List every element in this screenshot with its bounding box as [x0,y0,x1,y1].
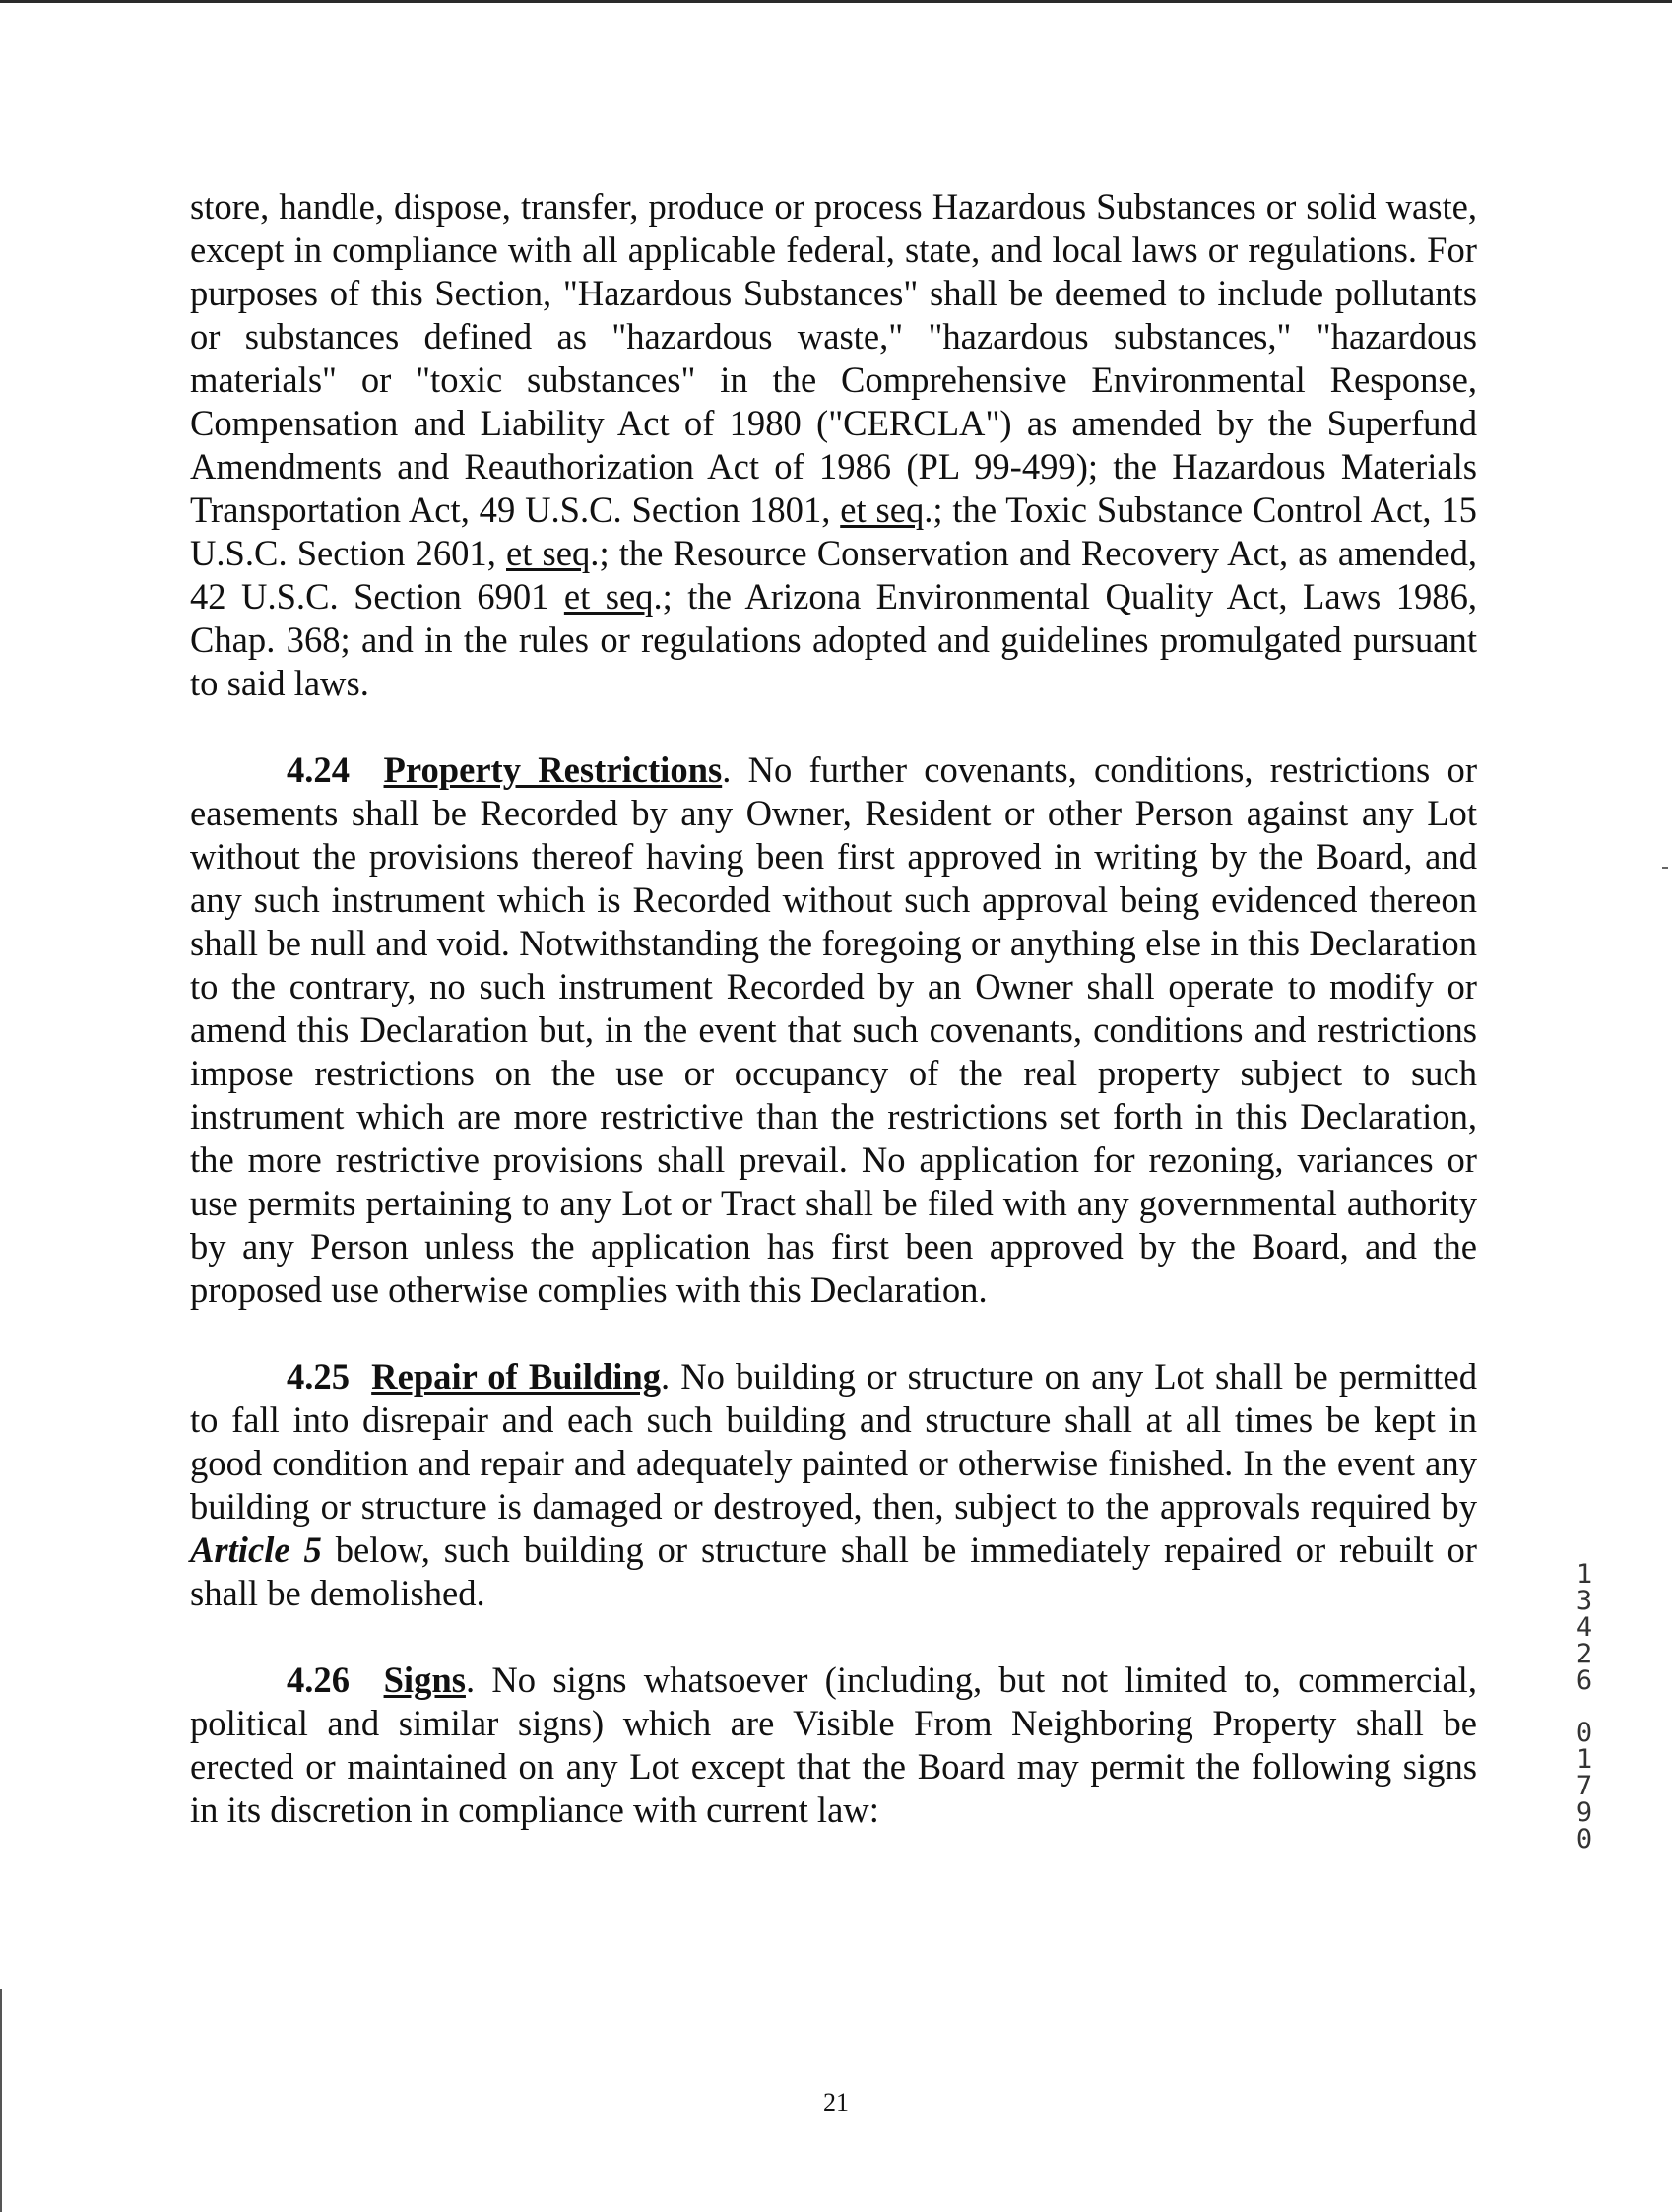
continuation-paragraph [190,185,1477,705]
stamp-digit: 2 [1576,1639,1593,1669]
stamp-digit: 1 [1576,1744,1593,1775]
section-body-continued: below, such building or structure shall be immediately repaired or rebuilt or shall be demolished. [190,1529,1477,1613]
stamp-digit: 7 [1576,1771,1593,1801]
section-4-24 [190,748,1477,1312]
section-body: . No building or structure on any Lot shall be permitted to fall into disrepair and each such building and structure shall at all times be kept in good condition and repair and adequately painted or otherwise finished. In the event any building or structure is damaged or destroyed, then, subject to the approvals required by [190,1356,1477,1527]
stamp-digit: 3 [1576,1586,1593,1616]
section-title: Repair of Building [371,1356,662,1397]
scan-right-edge-tick [1662,867,1668,869]
stamp-digit: 1 [1576,1559,1593,1590]
stamp-digit: 6 [1576,1665,1593,1696]
stamp-digit: 0 [1576,1824,1593,1854]
continuation-text: .; the Toxic Substance Control Act, 15 U.S.C. Section 2601, [190,489,1477,573]
recorder-stamp-number [1571,1561,1598,1853]
stamp-gap [1571,1694,1598,1720]
scan-top-border [0,0,1672,3]
section-title: Signs [383,1659,466,1700]
continuation-text: .; the Arizona Environmental Quality Act, Laws 1986, Chap. 368; and in the rules or regulations adopted and guidelines promulgated pursuant to said laws. [190,576,1478,703]
section-number: 4.25 [287,1356,351,1397]
document-body [190,185,1477,1832]
section-number: 4.24 [287,749,351,790]
stamp-digit: 9 [1576,1797,1593,1828]
continuation-text: .; the Resource Conservation and Recovery Act, as amended, 42 U.S.C. Section 6901 [190,533,1478,617]
section-body: . No further covenants, conditions, restrictions or easements shall be Recorded by any Owner, Resident or other Person against any Lot without the provisions thereof having been first approved in writing by the Board, and any such instrument which is Recorded without such approval being evidenced thereon shall be null and void. Notwithstanding the foregoing or anything else in this Declaration to the contrary, no such instrument Recorded by an Owner shall operate to modify or amend this Declaration but, in the event that such covenants, conditions and restrictions impose restrictions on the use or occupancy of the real property subject to such instrument which are more restrictive than the restrictions set forth in this Declaration, the more restrictive provisions shall prevail. No application for rezoning, variances or use permits pertaining to any Lot or Tract shall be filed with any governmental authority by any Person unless the application has first been approved by the Board, and the proposed use otherwise complies with this Declaration. [190,749,1478,1310]
section-body: . No signs whatsoever (including, but not limited to, commercial, political and similar signs) which are Visible From Neighboring Property shall be erected or maintained on any Lot except that the Board may permit the following signs in its discretion in compliance with current law: [190,1659,1477,1830]
section-4-25 [190,1355,1477,1615]
stamp-digit: 4 [1576,1612,1593,1643]
et-seq-underlined: et seq [563,576,654,617]
article-reference: Article 5 [190,1529,322,1570]
et-seq-underlined: et seq [506,533,591,573]
section-4-26 [190,1659,1477,1832]
page-number: 21 [823,2088,849,2116]
stamp-digit: 0 [1576,1718,1593,1748]
et-seq-underlined: et seq [840,489,925,530]
section-title: Property Restrictions [383,749,723,790]
section-number: 4.26 [287,1659,351,1700]
continuation-text: store, handle, dispose, transfer, produce or process Hazardous Substances or solid waste, except in compliance with all applicable federal, state, and local laws or regulations. For purposes of this Section, "Hazardous Substances" shall be deemed to include pollutants or substances defined as "hazardous waste," "hazardous substances," "hazardous materials" or "toxic substances" in the Comprehensive Environmental Response, Compensation and Liability Act of 1980 ("CERCLA") as amended by the Superfund Amendments and Reauthorization Act of 1986 (PL 99-499); the Hazardous Materials Transportation Act, 49 U.S.C. Section 1801, [190,186,1477,530]
